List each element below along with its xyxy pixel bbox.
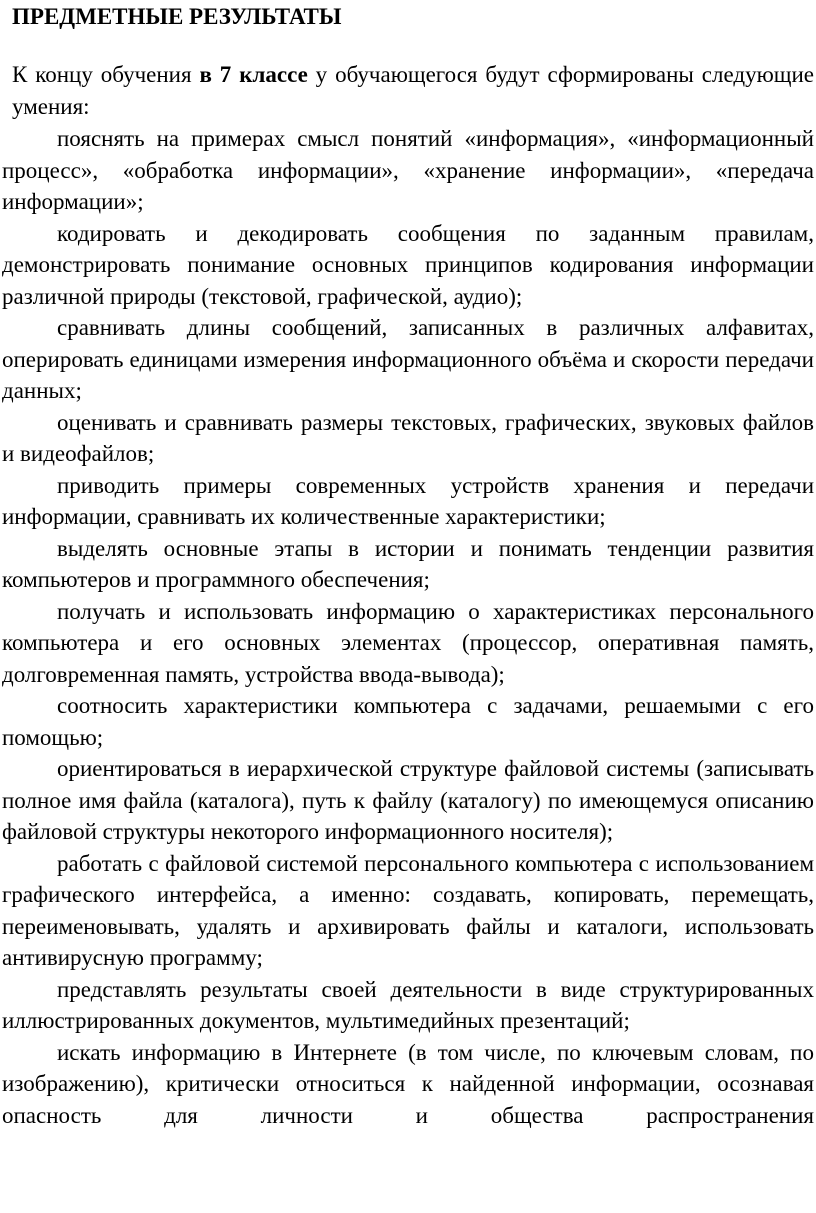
skill-item-4: оценивать и сравнивать размеры текстовых, графических, звуковых файлов и видеофайлов;	[2, 409, 814, 466]
intro-text-before: К концу обучения	[12, 62, 200, 87]
skill-item-1: пояснять на примерах смысл понятий «информация», «информационный процесс», «обработка информации», «хранение информации», «передача информации»;	[2, 126, 814, 214]
skill-item-3: сравнивать длины сообщений, записанных в различных алфавитах, оперировать единицами измерения информационного объёма и скорости передачи данных;	[2, 315, 814, 403]
skill-item-8: соотносить характеристики компьютера с задачами, решаемыми с его помощью;	[2, 693, 814, 750]
intro-paragraph	[12, 59, 814, 122]
skill-item-11: представлять результаты своей деятельности в виде структурированных иллюстрированных документов, мультимедийных презентаций;	[2, 976, 814, 1033]
intro-grade-emphasis: в 7 классе	[199, 62, 308, 87]
skill-item-5: приводить примеры современных устройств хранения и передачи информации, сравнивать их количественные характеристики;	[2, 472, 814, 529]
skill-item-7: получать и использовать информацию о характеристиках персонального компьютера и его основных элементах (процессор, оперативная память, долговременная память, устройства ввода-вывода);	[2, 598, 814, 687]
skill-item-10: работать с файловой системой персонального компьютера с использованием графического интерфейса, а именно: создавать, копировать, перемещать, переименовывать, удалять и архивировать файлы и каталоги, использовать антивирусную программу;	[2, 850, 814, 970]
intro-text-after: у обучающегося будут сформированы следующие умения:	[12, 62, 814, 119]
skill-item-6: выделять основные этапы в истории и понимать тенденции развития компьютеров и программного обеспечения;	[2, 535, 814, 592]
skill-item-9: ориентироваться в иерархической структуре файловой системы (записывать полное имя файла (каталога), путь к файлу (каталогу) по имеющемуся описанию файловой структуры некоторого информационного носителя);	[2, 756, 814, 844]
skill-item-12: искать информацию в Интернете (в том числе, по ключевым словам, по изображению), критически относиться к найденной информации, осознавая опасность для личности и общества распространения	[2, 1039, 814, 1128]
skill-item-2: кодировать и декодировать сообщения по заданным правилам, демонстрировать понимание основных принципов кодирования информации различной природы (текстовой, графической, аудио);	[2, 220, 814, 309]
skills-list	[2, 123, 814, 1131]
page-title: ПРЕДМЕТНЫЕ РЕЗУЛЬТАТЫ	[12, 4, 342, 29]
